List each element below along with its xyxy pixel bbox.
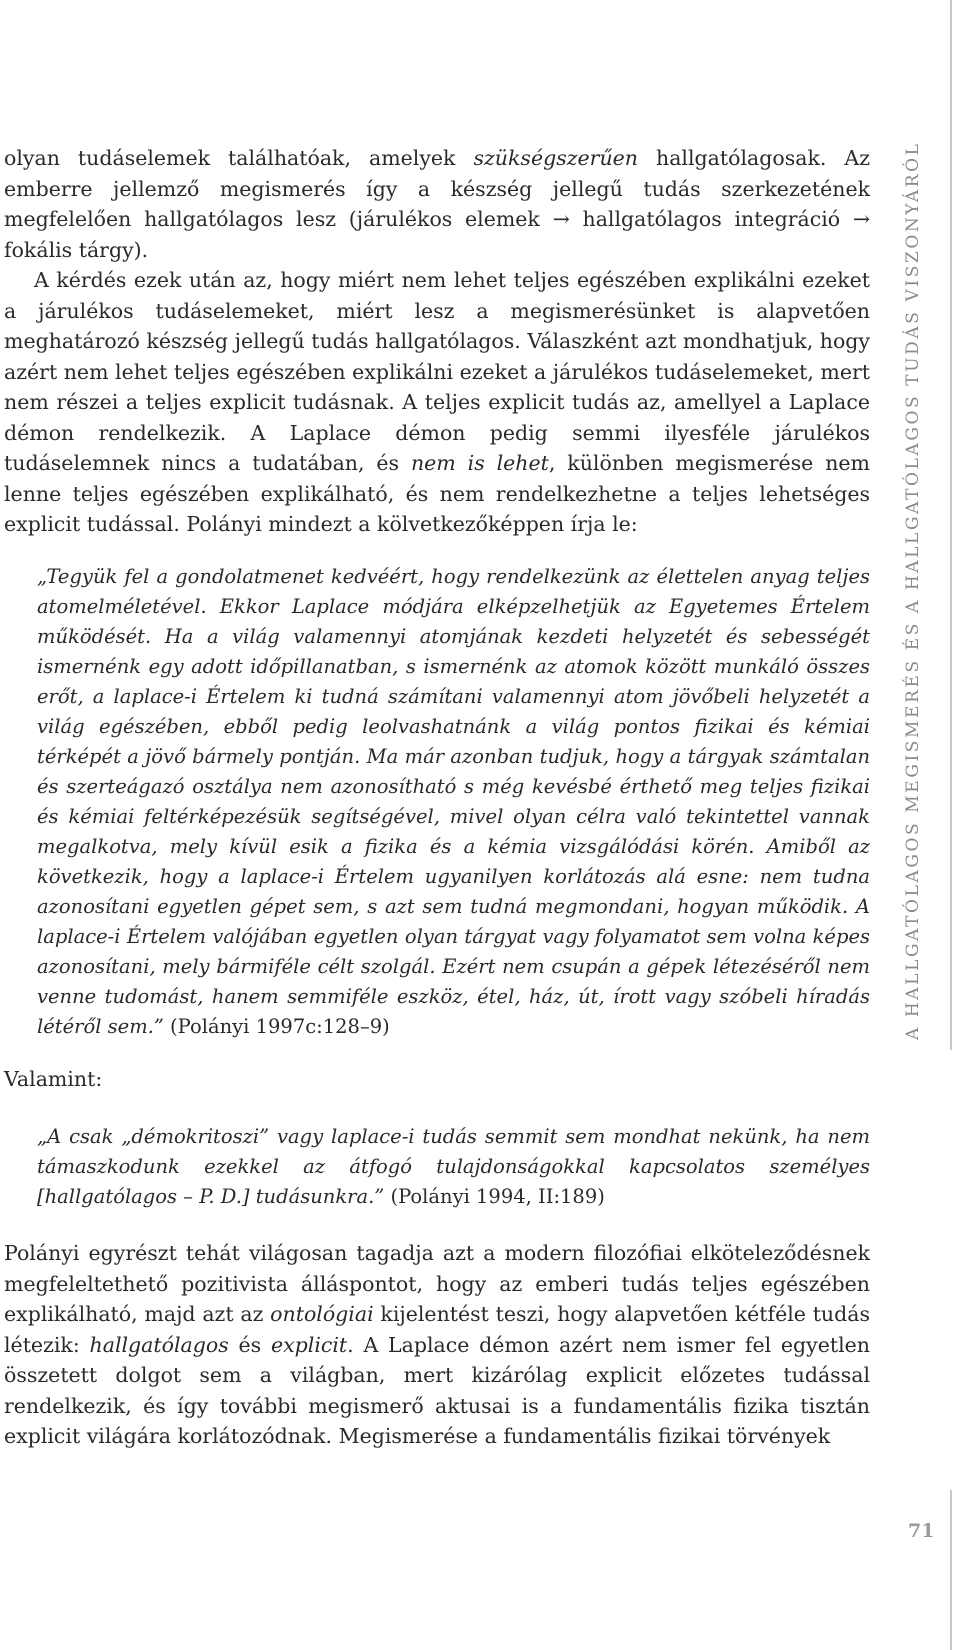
quote-1-text: „Tegyük fel a gondolatmenet kedvéért, hogy rendelkezünk az élettelen anyag teljes atomelméletével. Ekkor Laplace módjára elképzelhetjük az Egyetemes Értelem működését. Ha a világ valamennyi atomjának kezdeti helyzetét és sebességét ismernénk egy adott időpillanatban, s ismernénk az atomok között munkáló összes erőt, a laplace-i Értelem ki tudná számítani valamennyi atom jövőbeli helyzetét a világ egészében, ebből pedig leolvashatnánk a világ pontos fizikai és kémiai térképét a jövő bármely pontján. Ma már azonban tudjuk, hogy a tárgyak számtalan és szerteágazó osztálya nem azonosítható s még kevésbé érthető meg teljes fizikai és kémiai feltérképezésük segítségével, mivel olyan célra való tekintettel vannak megalkotva, mely kívül esik a fizika és a kémia vizsgálódási körén. Amiből az következik, hogy a laplace-i Értelem ugyanilyen korlátozás alá esne: nem tudna azonosítani egyetlen gépet sem, s azt sem tudná megmondani, hogyan működik. A laplace-i Értelem valójában egyetlen olyan tárgyat vagy folyamatot sem volna képes azonosítani, mely bármiféle célt szolgál. Ezért nem csupán a gépek létezéséről nem venne tudomást, hanem semmiféle eszköz, étel, ház, út, írott vagy szóbeli híradás létéről sem.” — [37, 564, 870, 1038]
quote-2-citation: (Polányi 1994, II:189) — [384, 1185, 605, 1208]
emphasis: hallgatólagos — [89, 1332, 229, 1357]
page-body — [4, 143, 870, 1452]
paragraph-3-text-4: . A Laplace démon azért nem ismer fel egyetlen összetett dolgot sem a világban, mert kizárólag explicit előzetes tudással rendelkezik, és így további megismerő aktusai is a fundamentális fizika tisztán explicit világára korlátozódnak. Megismerése a fundamentális fizikai törvények — [4, 1332, 871, 1448]
paragraph-3 — [4, 1238, 870, 1452]
paragraph-3-text: Polányi egyrészt tehát világosan tagadja azt a modern filozófiai elköteleződésnek megfeleltethető pozitivista álláspontot, hogy az emberi tudás teljes egészében explikálható, majd azt az — [4, 1241, 870, 1326]
valamint-label: Valamint: — [4, 1066, 103, 1091]
paragraph-2-text: A kérdés ezek után az, hogy miért nem lehet teljes egészében explikálni ezeket a járulékos tudáselemeket, miért lesz a megismerésünket is alapvetően meghatározó készség jellegű tudás hallgatólagos. Válaszként azt mondhatjuk, hogy azért nem lehet teljes egészében explikálni ezeket a járulékos tudáselemeket, mert nem részei a teljes explicit tudásnak. A teljes explicit tudás az, amellyel a Laplace démon rendelkezik. A Laplace démon pedig semmi ilyesféle járulékos tudáselemnek nincs a tudatában, és — [4, 268, 870, 475]
paragraph-1-text: olyan tudáselemek találhatóak, amelyek — [4, 146, 474, 170]
margin-rule-top — [950, 0, 952, 1050]
paragraph-3-text-3: és — [228, 1332, 271, 1357]
emphasis: ontológiai — [270, 1302, 374, 1326]
emphasis: explicit — [270, 1332, 348, 1357]
paragraph-2-text-2: , különben megismerése nem lenne teljes egészében explikálható, és nem rendelkezhetne a teljes lehetséges explicit tudással. Polányi mindezt a kölvetkezőképpen írja le: — [4, 451, 870, 536]
paragraph-1-text-2: hallgatólagosak. Az emberre jellemző megismerés így a készség jellegű tudás szerkezetének megfelelően hallgatólagos lesz (járulékos elemek → hallgatólagos integráció → fokális tárgy). — [4, 146, 870, 262]
margin-rule-bottom — [950, 1490, 952, 1650]
emphasis: szükségszerűen — [473, 146, 638, 170]
emphasis: nem is lehet — [410, 451, 549, 475]
block-quote-1 — [37, 562, 870, 1042]
paragraph-2 — [4, 265, 870, 540]
paragraph-3-text-2: kijelentést teszi, hogy alapvetően kétféle tudás létezik: — [4, 1302, 871, 1357]
paragraph-1 — [4, 143, 870, 265]
running-title-sidebar — [903, 141, 933, 1045]
block-quote-2 — [37, 1122, 870, 1212]
running-title: A HALLGATÓLAGOS MEGISMERÉS ÉS A HALLGATÓLAGOS TUDÁS VISZONYÁRÓL — [903, 141, 923, 1040]
quote-2-text: „A csak „démokritoszi” vagy laplace-i tudás semmit sem mondhat nekünk, ha nem támaszkodunk ezekkel az átfogó tulajdonságokkal kapcsolatos személyes [hallgatólagos – P. D.] tudásunkra.” — [37, 1125, 870, 1208]
page-number: 71 — [908, 1520, 935, 1542]
quote-1-citation: (Polányi 1997c:128–9) — [163, 1014, 390, 1038]
